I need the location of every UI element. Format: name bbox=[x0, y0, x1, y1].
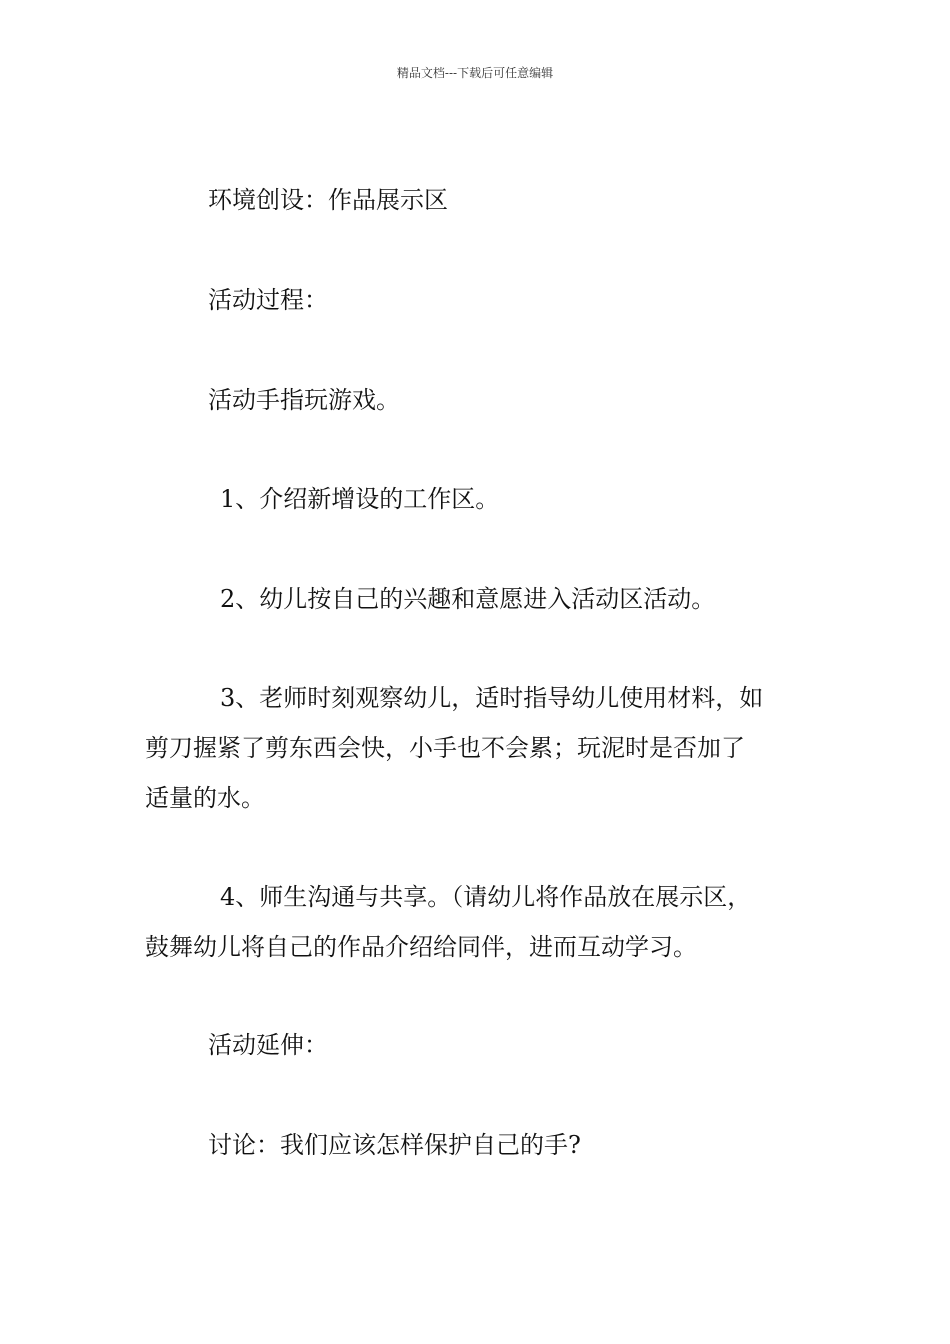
step-1-line: 1、介绍新增设的工作区。 bbox=[220, 485, 500, 513]
page-header: 精品文档---下载后可任意编辑 bbox=[396, 66, 554, 80]
step-2-line: 2、幼儿按自己的兴趣和意愿进入活动区活动。 bbox=[220, 585, 716, 613]
finger-game-line: 活动手指玩游戏。 bbox=[208, 386, 400, 414]
step-4-line-2: 鼓舞幼儿将自己的作品介绍给同伴，进而互动学习。 bbox=[145, 933, 697, 961]
step-4-line-1: 4、师生沟通与共享。（请幼儿将作品放在展示区， bbox=[220, 883, 752, 911]
step-3-line-1: 3、老师时刻观察幼儿，适时指导幼儿使用材料，如 bbox=[220, 684, 764, 712]
step-3-line-2: 剪刀握紧了剪东西会快，小手也不会累；玩泥时是否加了 bbox=[145, 734, 745, 762]
environment-setup-line: 环境创设：作品展示区 bbox=[208, 186, 448, 214]
discussion-line: 讨论：我们应该怎样保护自己的手? bbox=[208, 1131, 581, 1159]
step-3-line-3: 适量的水。 bbox=[145, 784, 265, 812]
activity-process-heading: 活动过程： bbox=[208, 286, 328, 314]
activity-extension-heading: 活动延伸： bbox=[208, 1031, 328, 1059]
